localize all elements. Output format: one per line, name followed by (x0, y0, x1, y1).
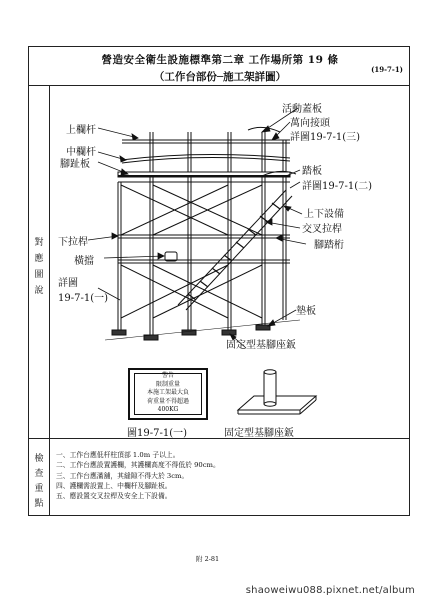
warning-line: 400KG (157, 406, 179, 414)
checklist-item: 一、工作台應低杆柱頂部 1.0m 子以上。 (56, 451, 180, 459)
label-mid-rail: 中欄杆 (66, 147, 96, 158)
side-char: 查 (34, 469, 44, 479)
side-char: 圖 (34, 270, 44, 280)
checklist-item: 二、工作台應設置護欄，其護欄高度不得低於 90cm。 (56, 461, 220, 470)
checklist (56, 450, 220, 501)
label-foot-joist: 腳踏桁 (314, 240, 344, 251)
label-detail-3: 詳圖19-7-1(三) (290, 132, 361, 143)
side-char: 說 (34, 286, 44, 296)
page-subtitle: （工作台部份─施工架詳圖） (153, 71, 287, 83)
label-toe-board: 腳趾板 (60, 159, 90, 170)
label-detail-1-b: 19-7-1(一) (58, 293, 109, 304)
warning-line: 本施工架最大負 (146, 389, 189, 397)
warning-line: 荷重量不得超過 (146, 397, 189, 405)
label-base-plate: 墊板 (296, 306, 316, 317)
checklist-item: 三、工作台應滿舖，其縫隙不得大於 3cm。 (56, 471, 189, 480)
label-movable-cover: 活動蓋板 (282, 104, 322, 115)
label-lower-brace: 下拉桿 (58, 237, 88, 248)
side-char: 重 (34, 484, 44, 494)
label-universal-joint: 萬向接頭 (290, 118, 330, 129)
base-plate-caption: 固定型基腳座鈑 (224, 428, 294, 439)
label-top-rail: 上欄杆 (66, 125, 96, 136)
figure-caption: 圖19-7-1(一) (127, 428, 188, 439)
side-char: 檢 (34, 454, 44, 464)
side-char: 點 (34, 499, 44, 509)
label-cross-brace: 交叉拉桿 (302, 224, 342, 235)
figure-code: (19-7-1) (371, 65, 403, 74)
label-detail-1-a: 詳圖 (58, 278, 78, 289)
label-fixed-base: 固定型基腳座鈑 (226, 340, 296, 351)
page-number: 附 2-81 (196, 555, 220, 563)
label-ladder: 上下設備 (304, 209, 344, 220)
side-char: 應 (34, 254, 44, 264)
checklist-item: 五、應設置交叉拉桿及安全上下設備。 (56, 492, 172, 501)
label-detail-2: 詳圖19-7-1(二) (302, 181, 373, 192)
checklist-item: 四、護欄需設置上、中欄杆及腳趾板。 (56, 481, 172, 490)
base-plate-drawing (238, 370, 316, 414)
scaffold-uprights (118, 132, 286, 335)
warning-line: 限制重量 (155, 380, 180, 388)
label-horizontal-bar: 橫擋 (74, 256, 94, 267)
side-char: 對 (34, 238, 44, 248)
label-stair-board: 踏板 (302, 166, 322, 177)
page-title: 營造安全衛生設施標準第二章 工作場所第 19 條 (101, 54, 339, 66)
weight-warning-sign (128, 368, 208, 420)
watermark-url: shaoweiwu088.pixnet.net/album (245, 585, 415, 596)
warning-title: 警告 (161, 372, 174, 379)
